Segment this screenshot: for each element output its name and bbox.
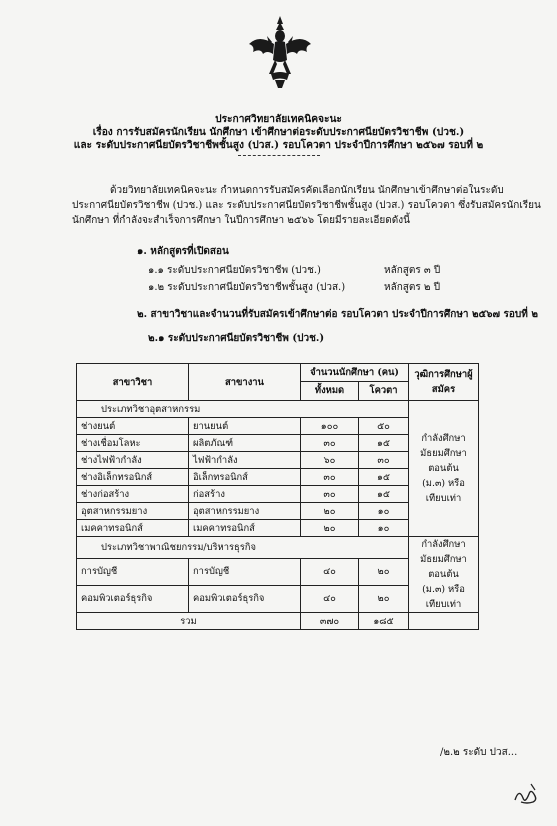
category-row <box>77 401 479 418</box>
cell-field: ช่างยนต์ <box>77 418 189 435</box>
intro-line-2: ประกาศนียบัตรวิชาชีพ (ปวช.) และ ระดับประกาศนียบัตรวิชาชีพชั้นสูง (ปวส.) รอบโควตา ซึ่งรับสมัครนักเรียน <box>72 200 541 211</box>
category-row <box>77 537 479 559</box>
cell-major: เมคคาทรอนิกส์ <box>189 520 301 537</box>
garuda-emblem-icon <box>245 14 315 90</box>
cell-major: ยานยนต์ <box>189 418 301 435</box>
cell-quota: ๒๐ <box>359 585 409 612</box>
cell-total: ๓๐ <box>301 435 359 452</box>
intro-line-3: นักศึกษา ที่กำลังจะสำเร็จการศึกษา ในปีการศึกษา ๒๕๖๖ โดยมีรายละเอียดดังนี้ <box>72 215 410 226</box>
signature-mark <box>511 780 541 808</box>
sum-label: รวม <box>77 613 301 630</box>
section1-heading: ๑. หลักสูตรที่เปิดสอน <box>137 246 229 257</box>
section2-heading: ๒. สาขาวิชาและจำนวนที่รับสมัครเข้าศึกษาต่อ รอบโควตา ประจำปีการศึกษา ๒๕๖๗ รอบที่ ๒ <box>137 309 538 320</box>
qualification-line: กำลังศึกษา <box>421 539 466 550</box>
cell-major: คอมพิวเตอร์ธุรกิจ <box>189 585 301 612</box>
col-header-count: จำนวนนักศึกษา (คน) <box>301 364 409 382</box>
cell-major: อิเล็กทรอนิกส์ <box>189 469 301 486</box>
intro-line-1: ด้วยวิทยาลัยเทคนิคจะนะ กำหนดการรับสมัครคัดเลือกนักเรียน นักศึกษาเข้าศึกษาต่อในระดับ <box>110 185 504 196</box>
qualification-cell <box>409 401 479 537</box>
subject-line: เรื่อง การรับสมัครนักเรียน นักศึกษา เข้าศึกษาต่อระดับประกาศนียบัตรวิชาชีพ (ปวช.) <box>92 126 465 138</box>
cell-total: ๔๐ <box>301 558 359 585</box>
sum-row <box>77 613 479 630</box>
cell-field: ช่างไฟฟ้ากำลัง <box>77 452 189 469</box>
cell-major: อุตสาหกรรมยาง <box>189 503 301 520</box>
admission-table <box>76 363 479 630</box>
cell-major: ไฟฟ้ากำลัง <box>189 452 301 469</box>
subject-line-2: และ ระดับประกาศนียบัตรวิชาชีพชั้นสูง (ปวส.) รอบโควตา ประจำปีการศึกษา ๒๕๖๗ รอบที่ ๒ <box>73 139 484 151</box>
cell-total: ๓๐ <box>301 469 359 486</box>
cell-field: คอมพิวเตอร์ธุรกิจ <box>77 585 189 612</box>
cell-major: ผลิตภัณฑ์ <box>189 435 301 452</box>
cell-quota: ๒๐ <box>359 558 409 585</box>
qualification-line: (ม.๓) หรือ เทียบเท่า <box>422 584 465 610</box>
qualification-line: (ม.๓) หรือ เทียบเท่า <box>422 478 465 504</box>
cell-field: ช่างก่อสร้าง <box>77 486 189 503</box>
qualification-line: กำลังศึกษา <box>421 433 466 444</box>
cell-major: ก่อสร้าง <box>189 486 301 503</box>
section2-sub: ๒.๑ ระดับประกาศนียบัตรวิชาชีพ (ปวช.) <box>148 333 325 344</box>
col-header-quota: โควตา <box>359 381 409 400</box>
cell-total: ๓๐ <box>301 486 359 503</box>
cell-total: ๖๐ <box>301 452 359 469</box>
qualification-line: มัธยมศึกษาตอนต้น <box>420 448 467 474</box>
col-header-major: สาขางาน <box>189 364 301 401</box>
cell-field: ช่างอิเล็กทรอนิกส์ <box>77 469 189 486</box>
cell-total: ๒๐ <box>301 520 359 537</box>
continued-note: /๒.๒ ระดับ ปวส... <box>440 747 518 758</box>
sum-quota: ๑๘๕ <box>359 613 409 630</box>
title-divider <box>238 155 320 156</box>
cell-total: ๒๐ <box>301 503 359 520</box>
course-item-2: ๑.๒ ระดับประกาศนียบัตรวิชาชีพชั้นสูง (ปวส.) <box>148 282 346 293</box>
cell-field: ช่างเชื่อมโลหะ <box>77 435 189 452</box>
category-label: ประเภทวิชาอุตสาหกรรม <box>77 401 409 418</box>
course-duration-2: หลักสูตร ๒ ปี <box>384 282 441 293</box>
cell-quota: ๑๕ <box>359 486 409 503</box>
cell-field: เมคคาทรอนิกส์ <box>77 520 189 537</box>
cell-field: อุตสาหกรรมยาง <box>77 503 189 520</box>
cell-total: ๔๐ <box>301 585 359 612</box>
col-header-qualification: วุฒิการศึกษาผู้สมัคร <box>409 364 479 401</box>
cell-quota: ๑๐ <box>359 520 409 537</box>
cell-quota: ๑๕ <box>359 435 409 452</box>
cell-quota: ๕๐ <box>359 418 409 435</box>
cell-field: การบัญชี <box>77 558 189 585</box>
sum-empty-cell <box>409 613 479 630</box>
qualification-line: มัธยมศึกษาตอนต้น <box>420 554 467 580</box>
cell-quota: ๓๐ <box>359 452 409 469</box>
col-header-total: ทั้งหมด <box>301 381 359 400</box>
cell-quota: ๑๕ <box>359 469 409 486</box>
cell-major: การบัญชี <box>189 558 301 585</box>
course-duration-1: หลักสูตร ๓ ปี <box>384 265 441 276</box>
sum-total: ๓๗๐ <box>301 613 359 630</box>
col-header-field: สาขาวิชา <box>77 364 189 401</box>
course-item-1: ๑.๑ ระดับประกาศนียบัตรวิชาชีพ (ปวช.) <box>148 265 321 276</box>
category-label: ประเภทวิชาพาณิชยกรรม/บริหารธุรกิจ <box>77 537 409 559</box>
cell-quota: ๑๐ <box>359 503 409 520</box>
table-header-row <box>77 364 479 382</box>
cell-total: ๑๐๐ <box>301 418 359 435</box>
document-title: ประกาศวิทยาลัยเทคนิคจะนะ <box>215 113 342 125</box>
qualification-cell <box>409 537 479 613</box>
